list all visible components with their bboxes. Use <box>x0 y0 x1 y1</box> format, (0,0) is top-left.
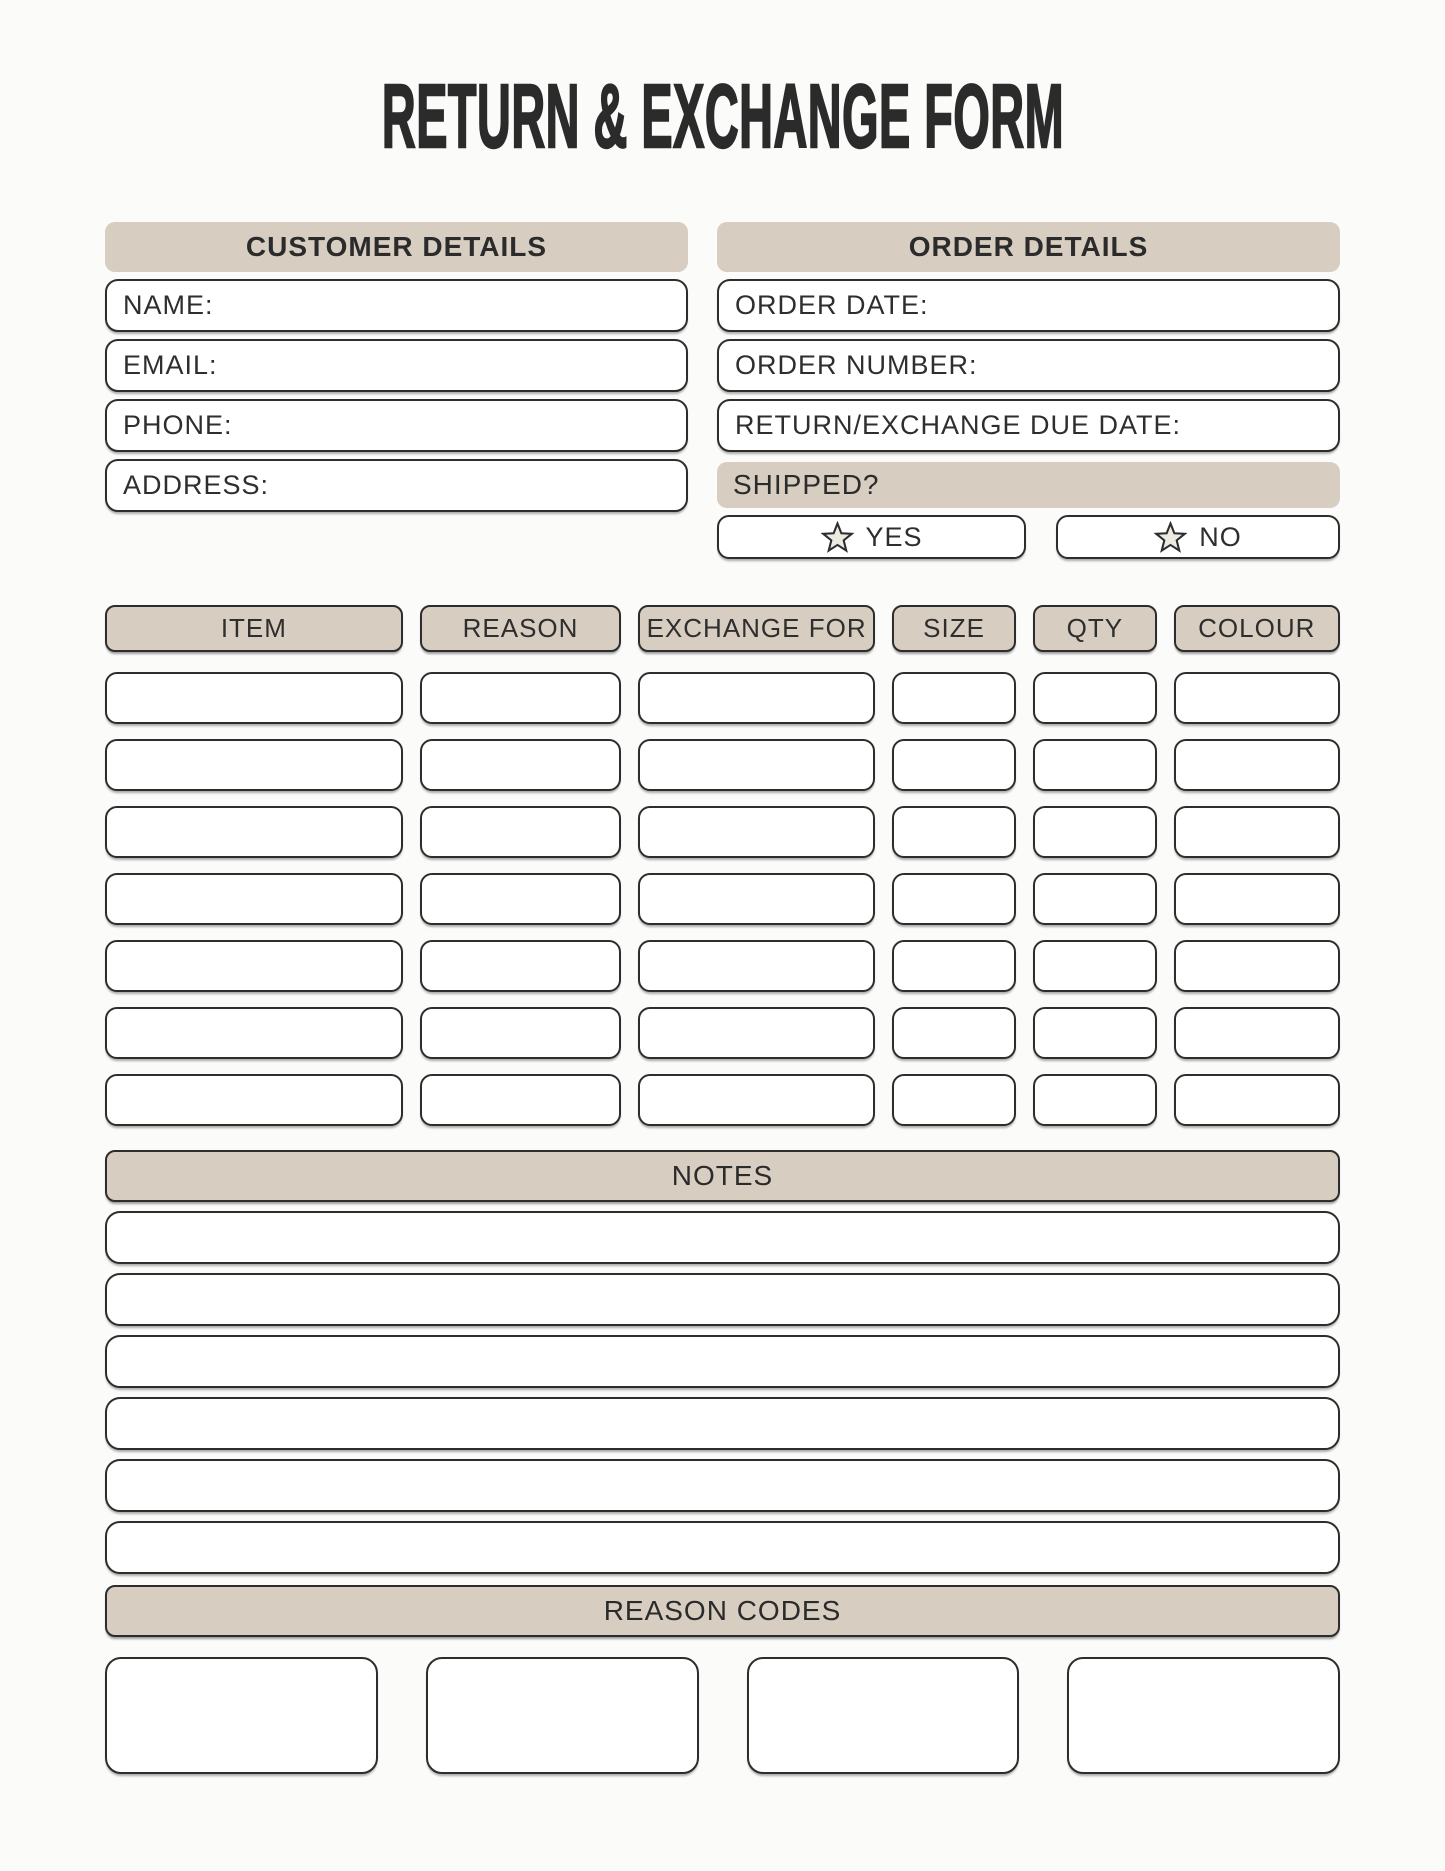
qty-cell[interactable] <box>1033 940 1156 992</box>
item-cell[interactable] <box>105 806 403 858</box>
notes-header-label: NOTES <box>671 1160 774 1191</box>
table-row <box>105 1074 1340 1126</box>
item-cell[interactable] <box>105 1007 403 1059</box>
notes-lines <box>105 1211 1340 1574</box>
return-exchange-due-date-field[interactable] <box>717 399 1340 452</box>
item-cell[interactable] <box>105 739 403 791</box>
order-details-section <box>717 222 1340 559</box>
colour-cell[interactable] <box>1174 1074 1340 1126</box>
table-row <box>105 940 1340 992</box>
shipped-options-row <box>717 515 1340 559</box>
reason-codes-header-label: REASON CODES <box>603 1595 842 1626</box>
colour-cell[interactable] <box>1174 672 1340 724</box>
item-cell[interactable] <box>105 1074 403 1126</box>
reason-cell[interactable] <box>420 873 622 925</box>
size-cell[interactable] <box>892 873 1016 925</box>
table-row <box>105 672 1340 724</box>
exchange-for-cell[interactable] <box>638 672 875 724</box>
qty-cell[interactable] <box>1033 806 1156 858</box>
phone-field[interactable] <box>105 399 688 452</box>
reason-cell[interactable] <box>420 1074 622 1126</box>
customer-details-header-label: CUSTOMER DETAILS <box>245 231 548 262</box>
shipped-yes-label: YES <box>865 521 923 552</box>
page-title-wrap <box>105 58 1340 176</box>
name-field[interactable] <box>105 279 688 332</box>
reason-cell[interactable] <box>420 806 622 858</box>
field-label: RETURN/EXCHANGE DUE DATE: <box>735 410 1182 440</box>
shipped-no-option[interactable] <box>1056 515 1340 559</box>
reason-codes-header <box>105 1585 1340 1637</box>
item-cell[interactable] <box>105 873 403 925</box>
shipped-no-label: NO <box>1199 521 1242 552</box>
page-title: RETURN & EXCHANGE FORM <box>381 67 1064 167</box>
customer-details-header <box>105 222 688 272</box>
field-label: EMAIL: <box>123 350 218 380</box>
reason-code-boxes <box>105 1657 1340 1774</box>
order-details-header-label: ORDER DETAILS <box>908 231 1149 262</box>
table-row <box>105 806 1340 858</box>
items-table-header-row <box>105 605 1340 652</box>
qty-cell[interactable] <box>1033 873 1156 925</box>
exchange-for-cell[interactable] <box>638 1074 875 1126</box>
qty-cell[interactable] <box>1033 739 1156 791</box>
notes-line[interactable] <box>105 1211 1340 1264</box>
reason-code-box[interactable] <box>426 1657 699 1774</box>
star-icon <box>1154 521 1187 554</box>
size-cell[interactable] <box>892 1007 1016 1059</box>
items-table-body <box>105 672 1340 1126</box>
address-field[interactable] <box>105 459 688 512</box>
size-cell[interactable] <box>892 1074 1016 1126</box>
order-number-field[interactable] <box>717 339 1340 392</box>
item-cell[interactable] <box>105 940 403 992</box>
exchange-for-cell[interactable] <box>638 1007 875 1059</box>
order-fields <box>717 279 1340 452</box>
colour-cell[interactable] <box>1174 873 1340 925</box>
shipped-yes-option[interactable] <box>717 515 1026 559</box>
item-column-header: ITEM <box>105 605 403 652</box>
qty-cell[interactable] <box>1033 1007 1156 1059</box>
reason-column-header: REASON <box>420 605 622 652</box>
exchange-for-cell[interactable] <box>638 873 875 925</box>
size-cell[interactable] <box>892 806 1016 858</box>
table-row <box>105 1007 1340 1059</box>
notes-line[interactable] <box>105 1273 1340 1326</box>
colour-cell[interactable] <box>1174 1007 1340 1059</box>
item-cell[interactable] <box>105 672 403 724</box>
exchange-for-column-header: EXCHANGE FOR <box>638 605 875 652</box>
customer-fields <box>105 279 688 512</box>
reason-code-box[interactable] <box>105 1657 378 1774</box>
reason-code-box[interactable] <box>1067 1657 1340 1774</box>
qty-cell[interactable] <box>1033 672 1156 724</box>
reason-cell[interactable] <box>420 739 622 791</box>
reason-cell[interactable] <box>420 672 622 724</box>
customer-details-section <box>105 222 688 512</box>
size-cell[interactable] <box>892 940 1016 992</box>
shipped-question-bar <box>717 462 1340 508</box>
table-row <box>105 873 1340 925</box>
exchange-for-cell[interactable] <box>638 739 875 791</box>
star-icon <box>821 521 854 554</box>
reason-cell[interactable] <box>420 940 622 992</box>
field-label: ORDER NUMBER: <box>735 350 978 380</box>
field-label: PHONE: <box>123 410 233 440</box>
table-row <box>105 739 1340 791</box>
colour-cell[interactable] <box>1174 806 1340 858</box>
notes-line[interactable] <box>105 1335 1340 1388</box>
exchange-for-cell[interactable] <box>638 940 875 992</box>
field-label: NAME: <box>123 290 214 320</box>
size-column-header: SIZE <box>892 605 1016 652</box>
field-label: ORDER DATE: <box>735 290 929 320</box>
shipped-question-label: SHIPPED? <box>733 469 880 500</box>
qty-column-header: QTY <box>1033 605 1156 652</box>
notes-header <box>105 1150 1340 1202</box>
email-field[interactable] <box>105 339 688 392</box>
exchange-for-cell[interactable] <box>638 806 875 858</box>
notes-line[interactable] <box>105 1521 1340 1574</box>
reason-code-box[interactable] <box>747 1657 1020 1774</box>
colour-cell[interactable] <box>1174 739 1340 791</box>
qty-cell[interactable] <box>1033 1074 1156 1126</box>
order-date-field[interactable] <box>717 279 1340 332</box>
reason-cell[interactable] <box>420 1007 622 1059</box>
order-details-header <box>717 222 1340 272</box>
colour-cell[interactable] <box>1174 940 1340 992</box>
size-cell[interactable] <box>892 672 1016 724</box>
size-cell[interactable] <box>892 739 1016 791</box>
top-details-area <box>105 222 1340 559</box>
colour-column-header: COLOUR <box>1174 605 1340 652</box>
notes-line[interactable] <box>105 1397 1340 1450</box>
field-label: ADDRESS: <box>123 470 270 500</box>
notes-line[interactable] <box>105 1459 1340 1512</box>
